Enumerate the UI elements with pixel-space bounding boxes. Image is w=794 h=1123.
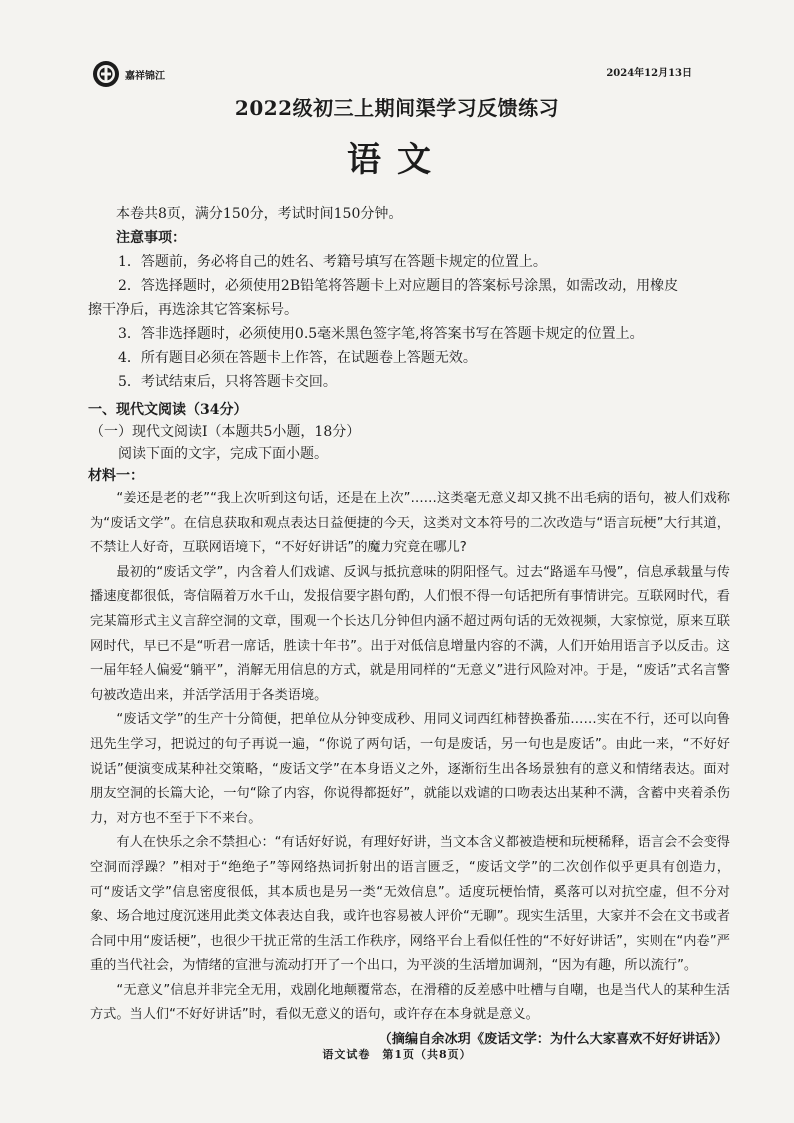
reading-passage: [90, 487, 730, 1053]
exam-instructions: [88, 202, 679, 394]
section-title: 一、现代文阅读（34分）: [88, 402, 248, 418]
school-name: 嘉祥锦江: [125, 70, 165, 82]
reading-instruction: 阅读下面的文字，完成下面小题。: [118, 446, 328, 462]
note-item: 3．答非选择题时，必须使用0.5毫米黑色签字笔,将答案书写在答题卡规定的位置上。: [118, 326, 644, 342]
exam-title: 2022级初三上期间渠学习反馈练习: [234, 96, 560, 120]
passage-paragraph: 有人在快乐之余不禁担心：“有话好好说，有理好好讲，当文本含义都被造梗和玩梗稀释，语言会不会变得空洞而浮躁？”相对于“绝绝子”等网络热词折射出的语言匮乏，“废话文学”的二次创作似乎更具有创造力，可“废话文学”信息密度很低，其本质也是另一类“无效信息”。适度玩梗怡情，奚落可以对抗空虚，但不分对象、场合地过度沉迷用此类文体表达自我，或许也容易被人评价“无聊”。现实生活里，大家并不会在文书或者合同中用“废话梗”，也很少干扰正常的生活工作秩序，网络平台上看似任性的“不好好讲话”，实则在“内卷”严重的当代社会，为情绪的宣泄与流动打开了一个出口，为平淡的生活增加调剂，“因为有趣，所以流行”。: [90, 835, 730, 974]
material-label: 材料一：: [88, 468, 144, 484]
school-logo: [92, 60, 165, 88]
exam-date: 2024年12月13日: [606, 68, 692, 79]
note-item: 2．答选择题时，必须使用2B铅笔将答题卡上对应题目的答案标号涂黑，如需改动，用橡皮: [118, 278, 679, 294]
note-item: 1．答题前，务必将自己的姓名、考籍号填写在答题卡规定的位置上。: [118, 254, 547, 270]
school-emblem-icon: [92, 60, 120, 88]
passage-source: （摘编自余冰玥《废话文学：为什么大家喜欢不好好讲话》）: [378, 1032, 728, 1048]
subject-title: 语文: [347, 140, 447, 180]
passage-paragraph: “无意义”信息并非完全无用，戏剧化地颠覆常态，在滑稽的反差感中吐槽与自嘲，也是当代人的某种生活方式。当人们“不好好讲话”时，看似无意义的语句，或许存在本身就是意义。: [90, 982, 730, 1023]
note-item: 4．所有题目必须在答题卡上作答，在试题卷上答题无效。: [118, 350, 477, 366]
passage-paragraph: “姜还是老的老”“我上次听到这句话，还是在上次”……这类毫无意义却又挑不出毛病的语句，被人们戏称为“废话文学”。在信息获取和观点表达日益便捷的今天，这类对文本符号的二次改造与“语言玩梗”大行其道，不禁让人好奇，互联网语境下，“不好好讲话”的魔力究竟在哪儿?: [90, 491, 730, 556]
passage-paragraph: 最初的“废话文学”，内含着人们戏谑、反讽与抵抗意味的阴阳怪气。过去“路遥车马慢”，信息承载量与传播速度都很低，寄信隔着万水千山，发报信要字斟句酌，人们恨不得一句话把所有事情讲完。互联网时代，看完某篇形式主义言辞空洞的文章，围观一个长达几分钟但内涵不超过两句话的无效视频，大家惊觉，原来互联网时代，早已不是“听君一席话，胜读十年书”。出于对低信息增量内容的不满，人们开始用语言予以反击。这一届年轻人偏爱“躺平”，消解无用信息的方式，就是用同样的“无意义”进行风险对冲。于是，“废话”式名言警句被改造出来，并活学活用于各类语境。: [90, 564, 730, 703]
notes-heading: 注意事项：: [116, 230, 186, 246]
section-subtitle: （一）现代文阅读Ⅰ（本题共5小题，18分）: [90, 424, 361, 440]
page-footer: 语文试卷 第1页（共8页）: [322, 1048, 472, 1061]
note-item-continued: 擦干净后，再选涂其它答案标号。: [88, 302, 298, 318]
passage-paragraph: “废话文学”的生产十分简便，把单位从分钟变成秒、用同义词西红柿替换番茄……实在不行，还可以向鲁迅先生学习，把说过的句子再说一遍，“你说了两句话，一句是废话，另一句也是废话”。由此一来，“不好好说话”便演变成某种社交策略，“废话文学”在本身语义之外，逐渐衍生出各场景独有的意义和情绪表达。面对朋友空洞的长篇大论，一句“除了内容，你说得都挺好”，就能以戏谑的口吻表达出某种不满，含蓄中夹着杀伤力，对方也不至于下不来台。: [90, 712, 730, 826]
note-item: 5．考试结束后，只将答题卡交回。: [118, 374, 337, 390]
exam-intro: 本卷共8页，满分150分，考试时间150分钟。: [116, 206, 403, 222]
